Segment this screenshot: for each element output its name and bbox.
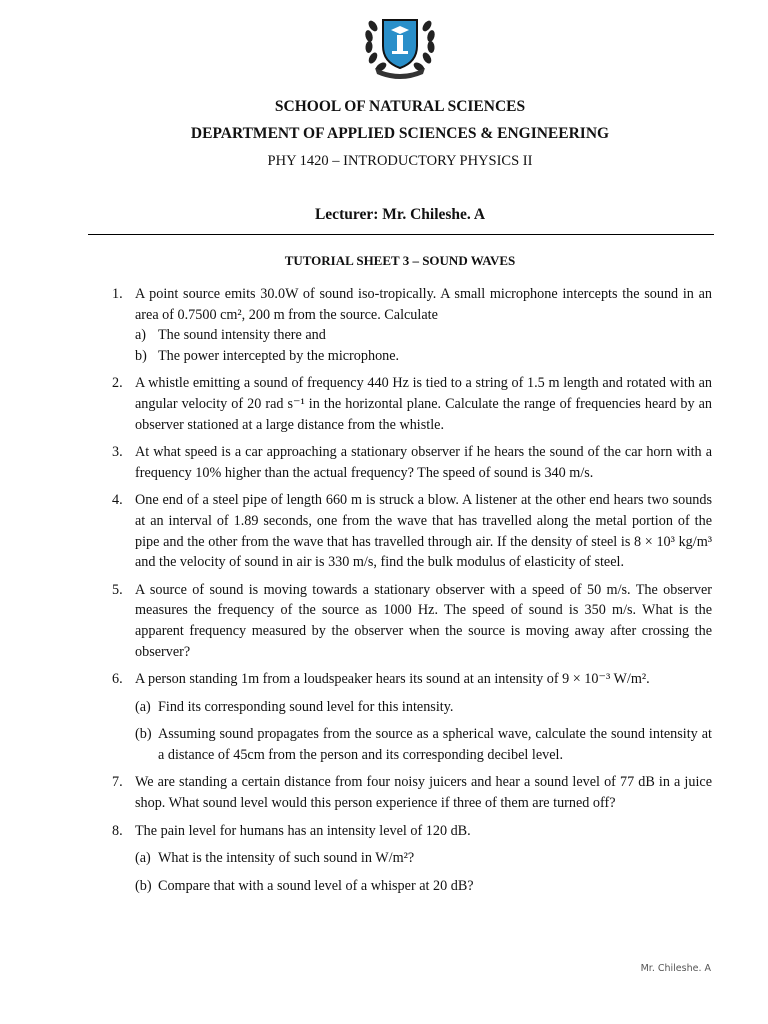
question-number: 4.: [112, 492, 123, 509]
question-number: 7.: [112, 774, 123, 791]
course-code: PHY 1420 – INTRODUCTORY PHYSICS II: [267, 153, 533, 169]
question-text: At what speed is a car approaching a stationary observer if he hears the sound of the car horn with a frequency 10% higher than the actual frequency? The speed of sound is 340 m/s.: [135, 444, 712, 481]
subquestion-text: Assuming sound propagates from the source as a spherical wave, calculate the sound intensity at a distance of 45cm from the person and its corresponding decibel level.: [158, 726, 712, 763]
question-item: [108, 373, 712, 435]
subquestion: [135, 724, 712, 765]
department-name: DEPARTMENT OF APPLIED SCIENCES & ENGINEERING: [190, 125, 610, 142]
subquestion-label: (a): [135, 850, 151, 867]
subquestion: [135, 346, 712, 367]
subquestion-text: What is the intensity of such sound in W/m²?: [158, 850, 415, 867]
question-text: A whistle emitting a sound of frequency 440 Hz is tied to a string of 1.5 m length and rotated with an angular velocity of 20 rad s⁻¹ in the horizontal plane. Calculate the range of frequencies heard by an observer stationed at a large distance from the whistle.: [135, 375, 712, 433]
question-item: [108, 580, 712, 662]
subquestion-label: (a): [135, 698, 151, 715]
question-item: [108, 284, 712, 366]
subquestion-list: [135, 848, 712, 896]
question-text: The pain level for humans has an intensity level of 120 dB.: [135, 822, 471, 839]
university-crest-icon: [361, 8, 439, 80]
question-item: [108, 821, 712, 897]
subquestion: [135, 876, 712, 897]
footer-author: Mr. Chileshe. A: [640, 963, 711, 974]
question-text: A point source emits 30.0W of sound iso-tropically. A small microphone intercepts the sound in an area of 0.7500 cm², 200 m from the source. Calculate: [135, 286, 712, 323]
question-number: 6.: [112, 671, 123, 688]
lecturer-name: Lecturer: Mr. Chileshe. A: [314, 206, 486, 223]
subquestion: [135, 697, 712, 718]
school-name: SCHOOL OF NATURAL SCIENCES: [274, 98, 526, 115]
question-number: 1.: [112, 286, 123, 302]
subquestion-list: [135, 325, 712, 366]
question-item: [108, 772, 712, 813]
question-number: 3.: [112, 444, 123, 461]
question-number: 5.: [112, 581, 123, 598]
subquestion-label: (b): [135, 726, 152, 743]
question-text: A source of sound is moving towards a stationary observer with a speed of 50 m/s. The observer measures the frequency of the source as 1000 Hz. The speed of sound is 350 m/s. What is the apparent frequency measured by the observer when the source is moving away after crossing the observer?: [135, 581, 712, 660]
subquestion-label: b): [135, 347, 147, 364]
question-item: [108, 490, 712, 572]
subquestion-text: Compare that with a sound level of a whisper at 20 dB?: [158, 877, 474, 894]
question-number: 8.: [112, 822, 123, 839]
subquestion-text: The sound intensity there and: [158, 327, 326, 344]
question-list: [108, 284, 712, 896]
subquestion-label: (b): [135, 877, 152, 894]
subquestion-text: Find its corresponding sound level for this intensity.: [158, 698, 454, 715]
subquestion: [135, 325, 712, 346]
subquestion-text: The power intercepted by the microphone.: [158, 347, 400, 364]
question-text: We are standing a certain distance from four noisy juicers and hear a sound level of 77 dB in a juice shop. What sound level would this person experience if three of them are turned off?: [135, 774, 712, 812]
question-text: A person standing 1m from a loudspeaker hears its sound at an intensity of 9 × 10⁻³ W/m².: [135, 671, 650, 688]
subquestion: [135, 848, 712, 869]
question-item: [108, 442, 712, 483]
header-divider: [88, 234, 714, 235]
subquestion-label: a): [135, 327, 147, 344]
sheet-title: TUTORIAL SHEET 3 – SOUND WAVES: [284, 253, 516, 268]
question-number: 2.: [112, 375, 123, 392]
subquestion-list: [135, 697, 712, 766]
question-text: One end of a steel pipe of length 660 m is struck a blow. A listener at the other end hears two sounds at an interval of 1.89 seconds, one from the wave that has travelled along the metal portion of the pipe and the other from the wave that has travelled through air. If the density of steel is 8 × 10³ kg/m³ and the velocity of sound in air is 330 m/s, find the bulk modulus of elasticity of steel.: [135, 492, 712, 571]
question-item: [108, 669, 712, 765]
